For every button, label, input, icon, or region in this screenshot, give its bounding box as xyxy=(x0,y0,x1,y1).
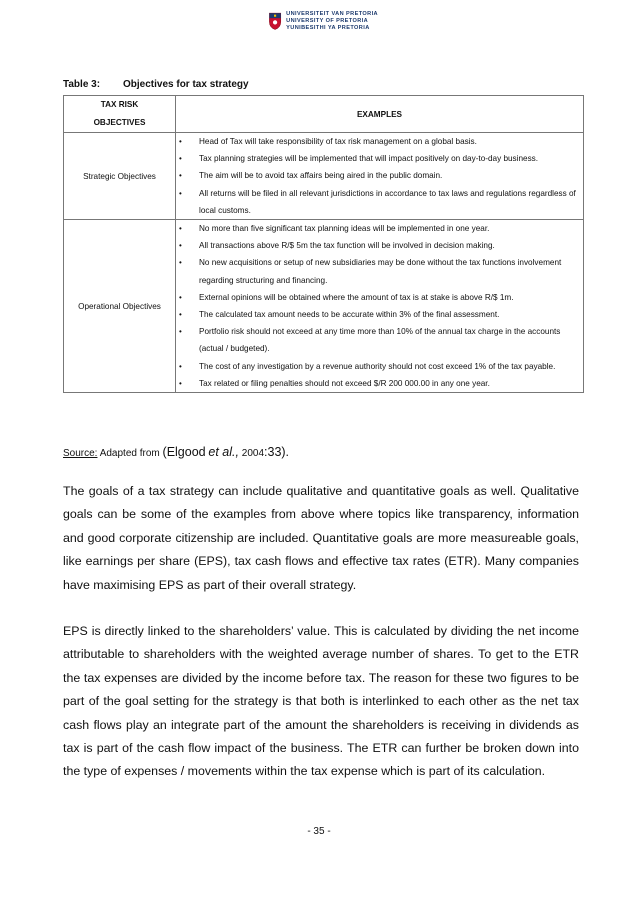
bullet-icon: • xyxy=(179,327,182,337)
table-number: Table 3: xyxy=(63,79,101,90)
list-item xyxy=(176,220,583,237)
list-item xyxy=(176,254,583,288)
list-item-text: No more than five significant tax planning ideas will be implemented in one year. xyxy=(199,224,490,234)
list-item xyxy=(176,375,583,392)
list-item xyxy=(176,358,583,375)
table-header-row xyxy=(64,96,584,133)
list-item-text: The aim will be to avoid tax affairs being aired in the public domain. xyxy=(199,171,443,181)
logo-line: YUNIBESITHI YA PRETORIA xyxy=(286,24,370,31)
list-item-text: External opinions will be obtained where the amount of tax is at stake is above R/$ 1m. xyxy=(199,292,514,302)
source-page: :33). xyxy=(264,445,290,459)
category-cell: Strategic Objectives xyxy=(64,133,176,220)
bullet-icon: • xyxy=(179,154,182,164)
source-label: Source: xyxy=(63,448,98,459)
list-item-text: Tax related or filing penalties should not exceed $/R 200 000.00 in any one year. xyxy=(199,378,490,388)
bullet-icon: • xyxy=(179,137,182,146)
list-item-text: All transactions above R/$ 5m the tax function will be involved in decision making. xyxy=(199,241,495,251)
list-item-text: The calculated tax amount needs to be accurate within 3% of the final assessment. xyxy=(199,310,500,320)
bullet-icon: • xyxy=(179,258,182,268)
list-item-text: Portfolio risk should not exceed at any time more than 10% of the annual tax charge in the accounts (actual / budgeted). xyxy=(199,327,561,354)
logo-line: UNIVERSITEIT VAN PRETORIA xyxy=(286,10,378,17)
bullet-icon: • xyxy=(179,241,182,251)
source-author: (Elgood xyxy=(162,445,206,459)
logo-line: UNIVERSITY OF PRETORIA xyxy=(286,17,369,24)
list-item-text: Tax planning strategies will be implemented that will impact positively on day-to-day business. xyxy=(199,154,539,164)
source-et-al: et al., xyxy=(208,445,239,459)
page-number: - 35 - xyxy=(307,826,331,837)
bullet-icon: • xyxy=(179,378,182,388)
examples-cell xyxy=(176,133,584,220)
table-title: Objectives for tax strategy xyxy=(123,79,249,90)
col-header-line: TAX RISK xyxy=(100,100,139,109)
objectives-table xyxy=(63,95,584,393)
list-item xyxy=(176,306,583,323)
university-crest-icon xyxy=(268,8,282,34)
list-item xyxy=(176,150,583,167)
source-year: 2004 xyxy=(241,448,265,459)
list-item xyxy=(176,167,583,184)
table-row-strategic xyxy=(64,133,584,220)
list-item xyxy=(176,289,583,306)
bullet-icon: • xyxy=(179,188,182,198)
category-cell: Operational Objectives xyxy=(64,220,176,393)
source-text: Adapted from xyxy=(99,448,160,459)
bullet-icon: • xyxy=(179,171,182,181)
list-item xyxy=(176,237,583,254)
list-item-text: No new acquisitions or setup of new subsidiaries may be done without the tax functions involvement regarding structuring and financing. xyxy=(199,258,562,285)
col-header-line: OBJECTIVES xyxy=(93,118,146,127)
university-logo xyxy=(268,6,378,36)
list-item xyxy=(176,133,583,150)
col-header-examples: EXAMPLES xyxy=(176,96,584,133)
col-header-objectives xyxy=(64,96,176,133)
bullet-icon: • xyxy=(179,224,182,234)
list-item-text: The cost of any investigation by a revenue authority should not cost exceed 1% of the tax payable. xyxy=(199,361,556,371)
list-item-text: All returns will be filed in all relevant jurisdictions in accordance to tax laws and regulations regardless of local customs. xyxy=(199,188,576,215)
table-row-operational xyxy=(64,220,584,393)
list-item-text: Head of Tax will take responsibility of tax risk management on a global basis. xyxy=(199,137,477,146)
bullet-icon: • xyxy=(179,361,182,371)
table-source xyxy=(63,445,289,459)
bullet-icon: • xyxy=(179,292,182,302)
body-paragraph: EPS is directly linked to the shareholders’ value. This is calculated by dividing the net income attributable to shareholders with the weighted average number of shares. To get to the ETR the tax expenses are divided by the income before tax. The reason for these two figures to be part of the goal setting for the strategy is that both is interlinked to each other as the net tax cash flows play an integrate part of the amount the shareholders is receiving in dividends as tax is part of the cash flow impact of the business. The ETR can further be broken down into the type of expenses / movements within the tax expense which is part of its calculation. xyxy=(63,624,579,779)
table-caption xyxy=(63,79,249,90)
examples-cell xyxy=(176,220,584,393)
list-item xyxy=(176,323,583,357)
bullet-icon: • xyxy=(179,310,182,320)
list-item xyxy=(176,185,583,219)
body-paragraph: The goals of a tax strategy can include qualitative and quantitative goals as well. Qualitative goals can be some of the examples from above where topics like transparency, information and good corporate citizenship are included. Quantitative goals are more measureable goals, like earnings per share (EPS), tax cash flows and effective tax rates (ETR). Many companies have maximising EPS as part of their overall strategy. xyxy=(63,484,579,592)
